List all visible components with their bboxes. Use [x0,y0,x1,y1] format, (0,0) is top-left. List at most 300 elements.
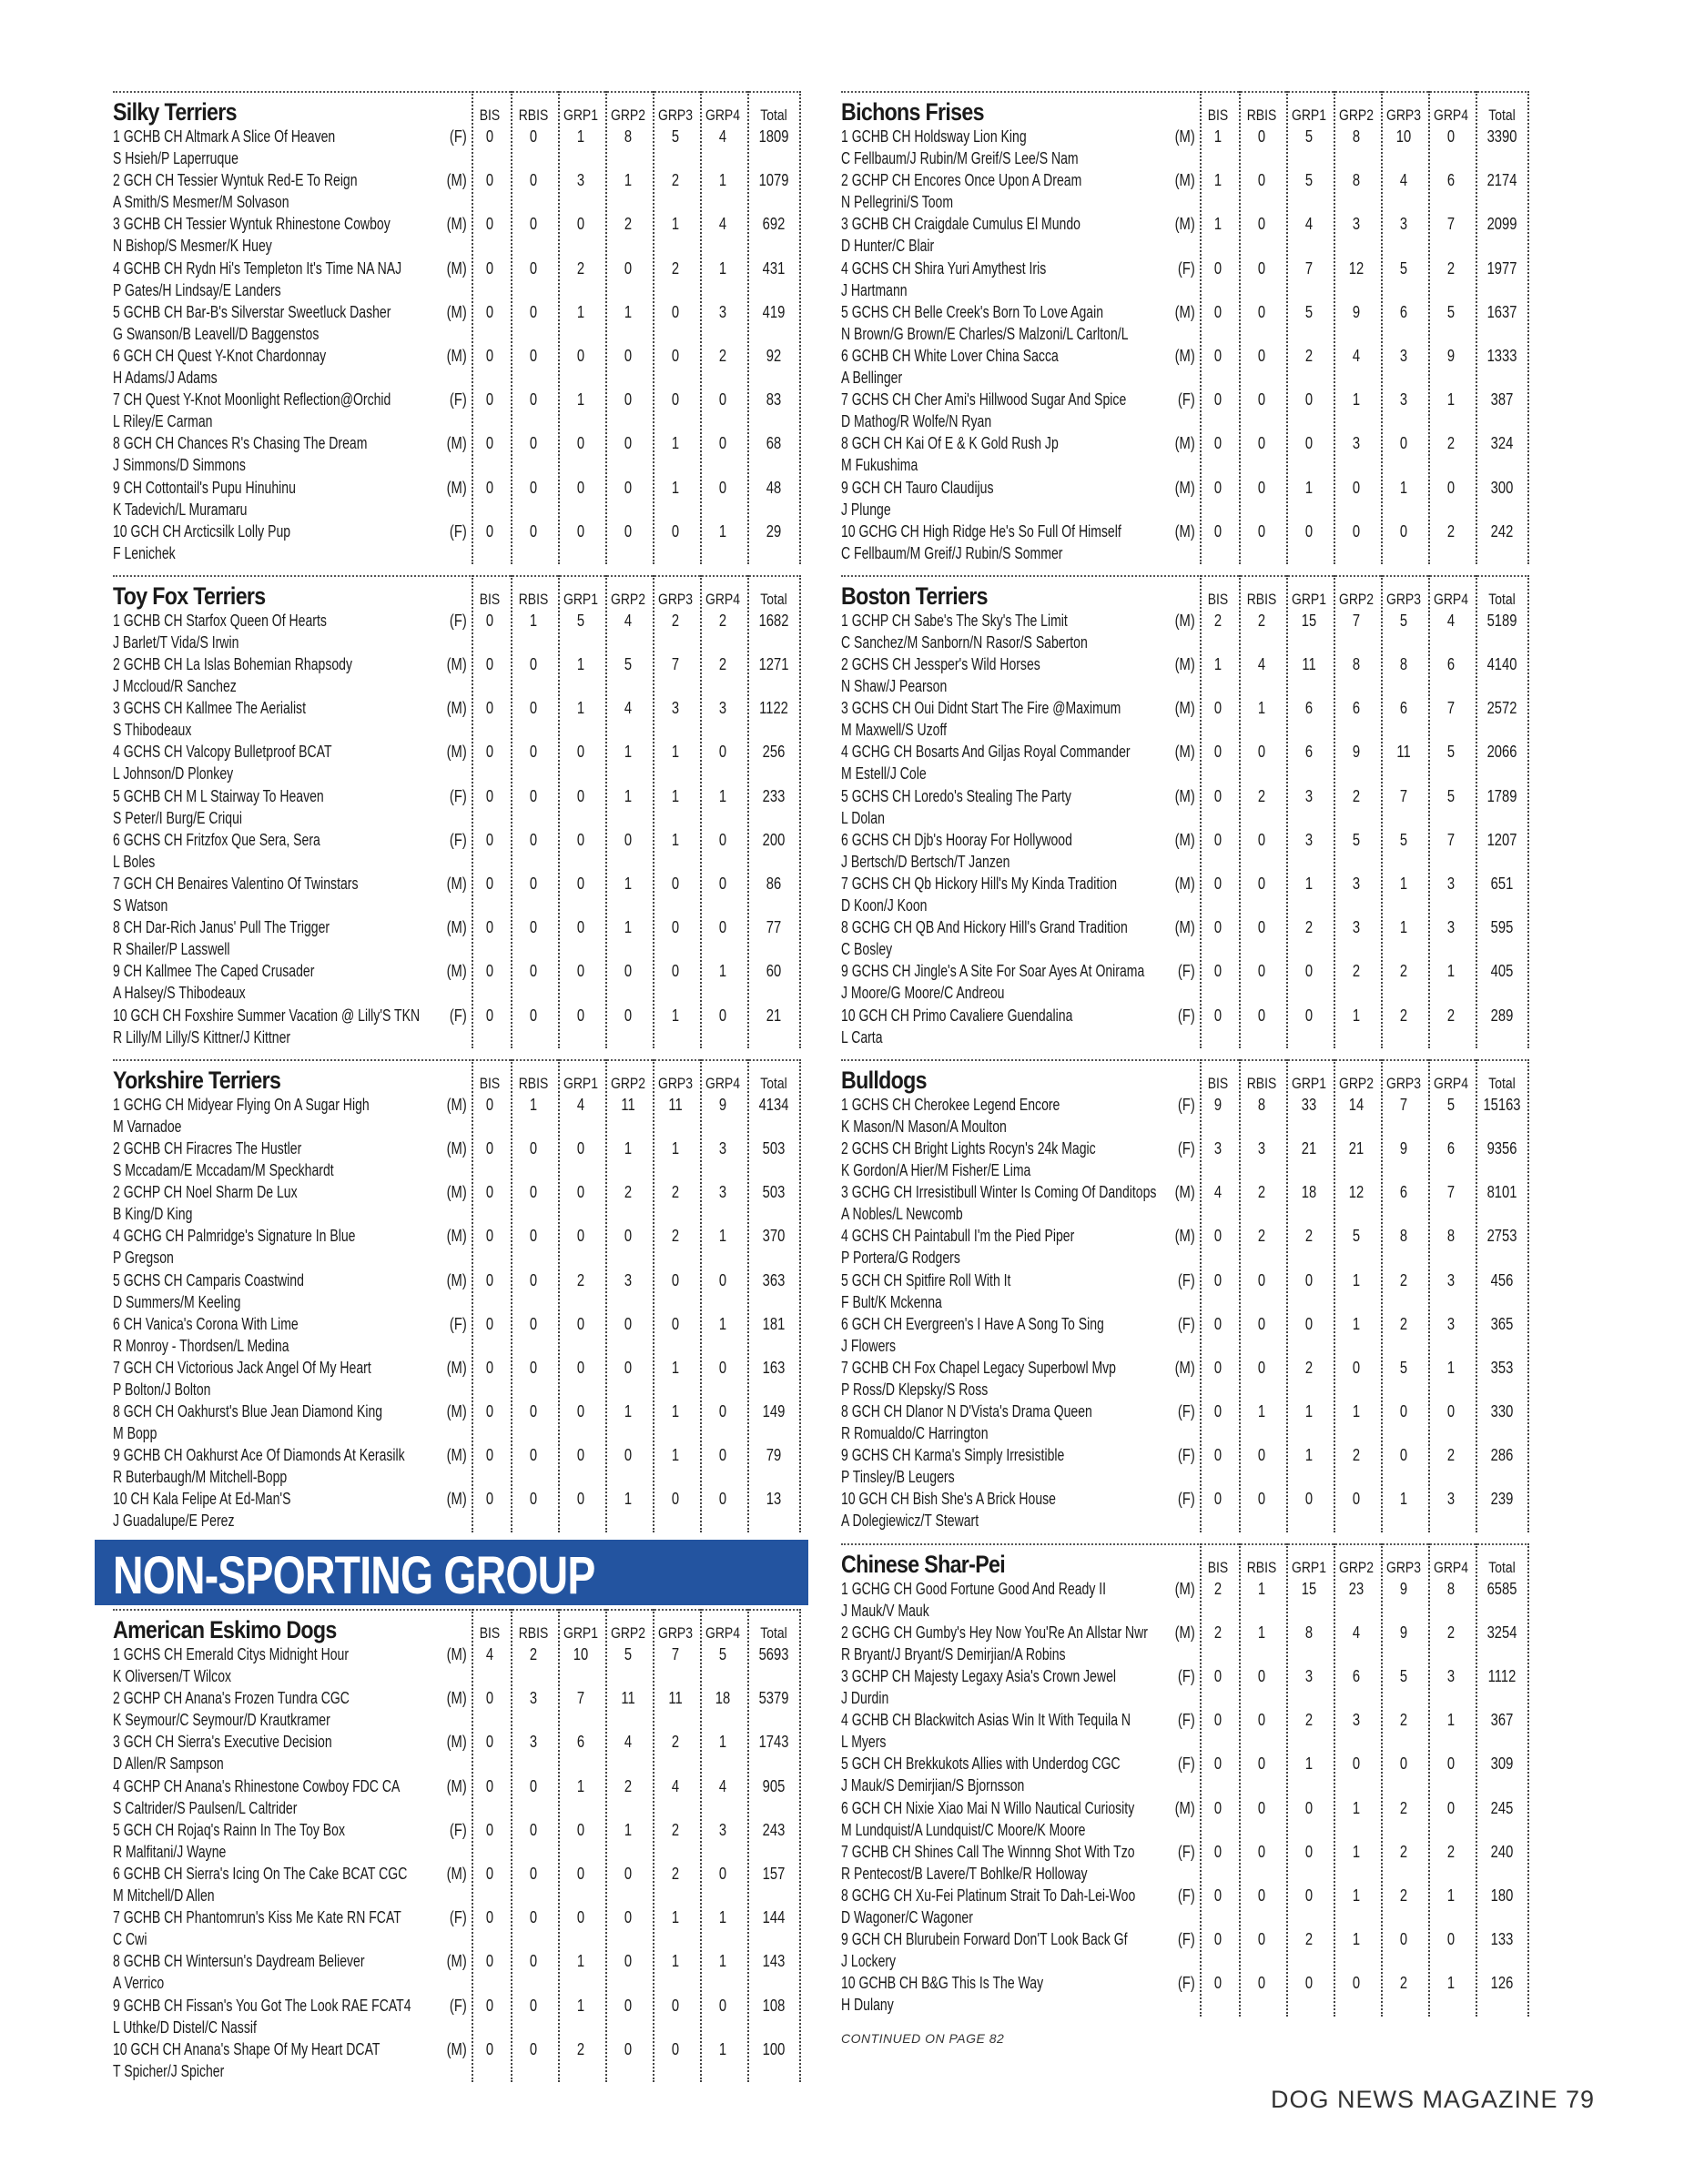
grp1-cell: 7 [576,1689,585,1708]
grp2-cell: 1 [1352,1798,1361,1817]
owner-names: S Thibodeaux [113,721,192,740]
total-cell: 29 [766,521,782,541]
dog-name: 3 GCHB CH Tessier Wyntuk Rhinestone Cowboy [113,215,391,234]
ranking-row [841,1488,1529,1532]
breed-title: Chinese Shar-Pei [841,1550,1005,1578]
dog-name: 6 GCH CH Quest Y-Knot Chardonnay [113,346,327,365]
rbis-cell: 0 [529,302,538,321]
ranking-row [113,785,801,829]
grp4-cell: 1 [718,171,727,190]
breed-title: Yorkshire Terriers [113,1066,281,1094]
grp3-cell: 2 [1399,1270,1408,1289]
grp1-cell: 2 [1304,918,1314,937]
rbis-cell: 0 [529,2039,538,2058]
grp3-cell: 0 [671,521,680,541]
ranking-row [113,301,801,345]
bis-cell: 0 [485,1908,494,1927]
total-cell: 143 [762,1952,786,1971]
grp4-cell: 0 [718,1996,727,2015]
grp4-cell: 1 [718,1314,727,1333]
sex-cell: (M) [1174,1579,1195,1598]
column-header-grp2: GRP2 [1339,106,1374,124]
total-cell: 387 [1490,390,1514,410]
bis-cell: 0 [485,1996,494,2015]
grp2-cell: 0 [624,1446,633,1465]
column-header-grp4: GRP4 [1434,590,1468,608]
grp1-cell: 0 [1304,521,1314,541]
bis-cell: 0 [485,1490,494,1509]
column-header-grp4: GRP4 [1434,1558,1468,1576]
grp1-cell: 0 [576,830,585,849]
grp1-cell: 2 [1304,1227,1314,1246]
bis-cell: 0 [1213,1490,1222,1509]
column-header-bis: BIS [479,590,501,608]
bis-cell: 0 [1213,521,1222,541]
grp4-cell: 0 [718,1864,727,1883]
grp4-cell: 6 [1446,171,1456,190]
total-cell: 503 [762,1138,786,1158]
column-header-total: Total [760,1074,787,1092]
sex-cell: (M) [446,1402,467,1421]
total-cell: 286 [1490,1446,1514,1465]
grp3-cell: 0 [671,962,680,981]
dog-name: 6 GCHB CH Sierra's Icing On The Cake BCAT CGC [113,1864,408,1883]
dog-name: 2 GCHB CH Firacres The Hustler [113,1138,302,1158]
column-header-rbis: RBIS [518,106,549,124]
grp2-cell: 0 [624,1314,633,1333]
breed-header [841,577,1529,610]
ranking-row [113,169,801,213]
rbis-cell: 0 [529,1314,538,1333]
grp4-cell: 0 [718,1270,727,1289]
column-header-total: Total [1488,106,1516,124]
owner-names: J Simmons/D Simmons [113,456,246,475]
column-header-bis: BIS [479,1624,501,1642]
column-header-grp3: GRP3 [1386,590,1421,608]
bis-cell: 0 [485,1864,494,1883]
total-cell: 149 [762,1402,786,1421]
grp2-cell: 4 [1352,346,1361,365]
grp3-cell: 1 [1399,918,1408,937]
grp3-cell: 0 [671,1270,680,1289]
rbis-cell: 0 [1257,1798,1266,1817]
sex-cell: (F) [1177,1667,1195,1685]
owner-names: P Gates/H Lindsay/E Landers [113,280,281,299]
dog-name: 10 GCHB CH B&G This Is The Way [841,1974,1044,1993]
grp1-cell: 8 [1304,1623,1314,1642]
grp1-cell: 1 [576,390,585,410]
rbis-cell: 0 [1257,1667,1266,1685]
rbis-cell: 0 [529,962,538,981]
grp4-cell: 18 [715,1689,731,1708]
total-cell: 1743 [758,1733,789,1752]
sex-cell: (M) [446,302,467,321]
sex-cell: (F) [1177,1402,1195,1421]
grp1-cell: 4 [1304,215,1314,234]
left-column [113,91,801,1543]
sex-cell: (F) [1177,258,1195,278]
grp1-cell: 7 [1304,258,1314,278]
ranking-row [113,873,801,916]
grp3-cell: 7 [1399,1095,1408,1114]
bis-cell: 0 [485,1402,494,1421]
grp1-cell: 0 [576,1138,585,1158]
grp4-cell: 0 [1446,1798,1456,1817]
sex-cell: (F) [1177,1270,1195,1289]
breed-title: Bulldogs [841,1066,927,1094]
sex-cell: (M) [1174,478,1195,497]
bis-cell: 0 [485,743,494,762]
bis-cell: 0 [1213,258,1222,278]
bis-cell: 0 [485,215,494,234]
grp1-cell: 0 [576,1908,585,1927]
bis-cell: 0 [485,258,494,278]
grp4-cell: 0 [718,478,727,497]
grp3-cell: 2 [671,611,680,630]
grp1-cell: 0 [576,786,585,805]
ranking-row [841,345,1529,389]
owner-names: P Ross/D Klepsky/S Ross [841,1380,989,1399]
dog-name: 3 GCHS CH Kallmee The Aerialist [113,699,306,718]
grp4-cell: 7 [1446,830,1456,849]
grp3-cell: 1 [671,434,680,453]
bis-cell: 0 [1213,1402,1222,1421]
rbis-cell: 2 [1257,611,1266,630]
bis-cell: 0 [1213,434,1222,453]
owner-names: K Oliversen/T Wilcox [113,1667,232,1685]
grp2-cell: 0 [624,1952,633,1971]
sex-cell: (M) [1174,786,1195,805]
sex-cell: (F) [1177,1711,1195,1730]
rbis-cell: 1 [529,611,538,630]
grp2-cell: 4 [1352,1623,1361,1642]
grp4-cell: 1 [718,521,727,541]
owner-names: R Shailer/P Lasswell [113,940,230,959]
grp3-cell: 3 [1399,215,1408,234]
group-banner-title: NON-SPORTING GROUP [113,1546,595,1605]
dog-name: 8 CH Dar-Rich Janus' Pull The Trigger [113,918,330,937]
grp3-cell: 11 [668,1689,683,1708]
grp1-cell: 0 [1304,1314,1314,1333]
bis-cell: 0 [485,875,494,893]
sex-cell: (F) [449,1314,467,1333]
rbis-cell: 0 [1257,1842,1266,1861]
sex-cell: (F) [449,1996,467,2015]
dog-name: 7 GCHS CH Cher Ami's Hillwood Sugar And Spice [841,390,1127,410]
bis-cell: 0 [485,786,494,805]
dog-name: 8 GCH CH Dlanor N D'Vista's Drama Queen [841,1402,1092,1421]
grp2-cell: 1 [624,171,633,190]
bis-cell: 0 [485,1138,494,1158]
ranking-row [841,169,1529,213]
owner-names: A Halsey/S Thibodeaux [113,984,246,1003]
ranking-row [113,345,801,389]
dog-name: 9 CH Cottontail's Pupu Hinuhinu [113,478,296,497]
grp1-cell: 0 [576,918,585,937]
grp2-cell: 11 [621,1095,635,1114]
total-cell: 2174 [1486,171,1517,190]
column-header-grp2: GRP2 [611,590,645,608]
sex-cell: (M) [446,1776,467,1795]
grp4-cell: 5 [1446,743,1456,762]
sex-cell: (M) [446,1446,467,1465]
grp3-cell: 6 [1399,302,1408,321]
sex-cell: (F) [449,611,467,630]
owner-names: P Tinsley/B Leugers [841,1468,955,1487]
grp3-cell: 0 [1399,434,1408,453]
owner-names: M Varnadoe [113,1117,182,1136]
sex-cell: (M) [446,171,467,190]
rbis-cell: 3 [1257,1138,1266,1158]
owner-names: K Tadevich/L Muramaru [113,500,248,519]
owner-names: C Cwi [113,1930,147,1949]
grp2-cell: 23 [1348,1579,1364,1598]
breed-title: American Eskimo Dogs [113,1616,337,1643]
grp4-cell: 0 [718,1490,727,1509]
grp1-cell: 3 [1304,830,1314,849]
bis-cell: 0 [1213,1886,1222,1905]
dog-name: 9 GCHS CH Jingle's A Site For Soar Ayes At Onirama [841,962,1145,981]
grp4-cell: 2 [718,346,727,365]
grp3-cell: 3 [1399,346,1408,365]
owner-names: C Fellbaum/J Rubin/M Greif/S Lee/S Nam [841,149,1079,167]
grp3-cell: 0 [671,390,680,410]
sex-cell: (M) [1174,743,1195,762]
column-header-grp2: GRP2 [1339,1074,1374,1092]
sex-cell: (M) [446,1227,467,1246]
sex-cell: (M) [446,1270,467,1289]
total-cell: 289 [1490,1006,1514,1025]
breed-title: Boston Terriers [841,581,988,610]
grp4-cell: 0 [718,875,727,893]
column-header-grp3: GRP3 [658,106,693,124]
rbis-cell: 0 [529,1908,538,1927]
grp3-cell: 2 [671,258,680,278]
grp4-cell: 5 [1446,786,1456,805]
rbis-cell: 0 [529,390,538,410]
rbis-cell: 0 [529,1270,538,1289]
bis-cell: 1 [1213,215,1222,234]
grp4-cell: 3 [1446,918,1456,937]
column-header-grp1: GRP1 [1292,106,1326,124]
grp4-cell: 2 [1446,1006,1456,1025]
owner-names: L Riley/E Carman [113,412,213,431]
grp2-cell: 4 [624,1733,633,1752]
grp4-cell: 8 [1446,1227,1456,1246]
grp4-cell: 7 [1446,699,1456,718]
total-cell: 9356 [1486,1138,1517,1158]
grp3-cell: 2 [1399,1886,1408,1905]
grp4-cell: 2 [1446,1446,1456,1465]
grp1-cell: 1 [1304,1754,1314,1774]
total-cell: 5379 [758,1689,789,1708]
grp3-cell: 0 [671,346,680,365]
owner-names: C Fellbaum/M Greif/J Rubin/S Sommer [841,543,1063,562]
grp1-cell: 0 [1304,1974,1314,1993]
column-header-rbis: RBIS [1246,590,1277,608]
dog-name: 10 CH Kala Felipe At Ed-Man'S [113,1490,291,1509]
bis-cell: 4 [485,1645,494,1663]
dog-name: 9 GCHS CH Karma's Simply Irresistible [841,1446,1065,1465]
rbis-cell: 0 [529,346,538,365]
breed-header [113,1061,801,1094]
rbis-cell: 0 [529,434,538,453]
grp2-cell: 9 [1352,743,1361,762]
sex-cell: (M) [446,346,467,365]
total-cell: 370 [762,1227,786,1246]
grp3-cell: 1 [671,478,680,497]
grp3-cell: 1 [671,1446,680,1465]
grp1-cell: 2 [1304,346,1314,365]
rbis-cell: 0 [529,127,538,146]
bis-cell: 1 [1213,127,1222,146]
grp3-cell: 2 [1399,1798,1408,1817]
ranking-row [841,1797,1529,1841]
ranking-row [841,873,1529,916]
sex-cell: (F) [449,1006,467,1025]
grp2-cell: 0 [624,1227,633,1246]
total-cell: 4140 [1486,655,1517,674]
total-cell: 2753 [1486,1227,1517,1246]
bis-cell: 0 [1213,390,1222,410]
grp2-cell: 1 [624,302,633,321]
dog-name: 2 GCHP CH Encores Once Upon A Dream [841,171,1082,190]
grp1-cell: 0 [1304,1886,1314,1905]
ranking-row [113,1950,801,1994]
total-cell: 503 [762,1183,786,1202]
dog-name: 8 GCH CH Kai Of E & K Gold Rush Jp [841,434,1059,453]
bis-cell: 0 [1213,346,1222,365]
dog-name: 2 GCHS CH Jessper's Wild Horses [841,655,1040,674]
owner-names: J Barlet/T Vida/S Irwin [113,632,239,652]
grp4-cell: 0 [1446,127,1456,146]
grp1-cell: 0 [576,875,585,893]
column-header-grp4: GRP4 [1434,1074,1468,1092]
ranking-row [113,1005,801,1048]
total-cell: 1333 [1486,346,1517,365]
owner-names: J Lockery [841,1952,897,1971]
rbis-cell: 0 [1257,171,1266,190]
rbis-cell: 0 [529,521,538,541]
grp2-cell: 3 [1352,918,1361,937]
rbis-cell: 0 [529,655,538,674]
grp3-cell: 0 [671,875,680,893]
sex-cell: (F) [1177,1930,1195,1949]
rbis-cell: 0 [1257,1974,1266,1993]
continued-note: CONTINUED ON PAGE 82 [841,2031,1005,2046]
owner-names: D Mathog/R Wolfe/N Ryan [841,412,992,431]
owner-names: R Monroy - Thordsen/L Medina [113,1336,289,1355]
grp2-cell: 5 [624,1645,633,1663]
ranking-row [841,477,1529,521]
bis-cell: 0 [485,830,494,849]
grp4-cell: 3 [1446,1490,1456,1509]
grp3-cell: 5 [1399,258,1408,278]
bis-cell: 0 [485,521,494,541]
grp3-cell: 7 [1399,786,1408,805]
column-header-grp3: GRP3 [658,1624,693,1642]
ranking-row [113,1313,801,1357]
owner-names: L Boles [113,852,156,871]
grp4-cell: 4 [718,127,727,146]
column-header-bis: BIS [479,106,501,124]
sex-cell: (M) [1174,127,1195,146]
grp1-cell: 0 [576,478,585,497]
rbis-cell: 3 [529,1733,538,1752]
grp3-cell: 2 [671,1227,680,1246]
owner-names: M Mitchell/D Allen [113,1886,215,1905]
column-header-total: Total [760,1624,787,1642]
ranking-row [841,1578,1529,1622]
grp2-cell: 1 [624,743,633,762]
dog-name: 7 GCHB CH Phantomrun's Kiss Me Kate RN FCAT [113,1908,401,1927]
rbis-cell: 0 [1257,918,1266,937]
grp2-cell: 8 [624,127,633,146]
rbis-cell: 2 [529,1645,538,1663]
total-cell: 77 [766,918,782,937]
owner-names: H Adams/J Adams [113,368,218,387]
ranking-row [841,1885,1529,1928]
grp1-cell: 6 [1304,699,1314,718]
sex-cell: (F) [1177,1490,1195,1509]
bis-cell: 0 [1213,875,1222,893]
ranking-row [841,829,1529,873]
grp2-cell: 0 [624,2039,633,2058]
grp4-cell: 2 [1446,521,1456,541]
rbis-cell: 1 [1257,1579,1266,1598]
bis-cell: 0 [1213,1930,1222,1949]
grp4-cell: 5 [1446,302,1456,321]
grp1-cell: 0 [1304,1842,1314,1861]
grp4-cell: 3 [718,1820,727,1839]
ranking-row [113,1357,801,1400]
grp2-cell: 1 [1352,1402,1361,1421]
grp1-cell: 0 [576,962,585,981]
grp3-cell: 1 [671,1908,680,1927]
grp1-cell: 1 [576,699,585,718]
grp1-cell: 15 [1301,611,1317,630]
owner-names: A Bellinger [841,368,903,387]
sex-cell: (M) [1174,918,1195,937]
bis-cell: 3 [1213,1138,1222,1158]
grp1-cell: 1 [576,655,585,674]
total-cell: 353 [1490,1358,1514,1377]
owner-names: M Bopp [113,1424,157,1443]
bis-cell: 0 [485,1952,494,1971]
column-header-grp1: GRP1 [563,1624,598,1642]
bis-cell: 0 [485,1733,494,1752]
owner-names: N Brown/G Brown/E Charles/S Malzoni/L Carlton/L [841,324,1129,343]
grp2-cell: 14 [1348,1095,1364,1114]
column-header-grp3: GRP3 [1386,1074,1421,1092]
sex-cell: (F) [449,390,467,410]
ranking-row [841,916,1529,960]
grp2-cell: 5 [1352,1227,1361,1246]
column-header-grp3: GRP3 [1386,1558,1421,1576]
column-header-grp3: GRP3 [658,590,693,608]
ranking-row [113,1775,801,1819]
rbis-cell: 0 [529,830,538,849]
grp4-cell: 1 [718,1952,727,1971]
grp1-cell: 0 [576,1402,585,1421]
sex-cell: (F) [1177,1138,1195,1158]
grp3-cell: 5 [1399,830,1408,849]
grp2-cell: 2 [1352,1446,1361,1465]
rbis-cell: 0 [1257,258,1266,278]
dog-name: 7 GCH CH Victorious Jack Angel Of My Heart [113,1358,371,1377]
owner-names: N Bishop/S Mesmer/K Huey [113,237,272,256]
dog-name: 6 GCH CH Nixie Xiao Mai N Willo Nautical Curiosity [841,1798,1135,1817]
